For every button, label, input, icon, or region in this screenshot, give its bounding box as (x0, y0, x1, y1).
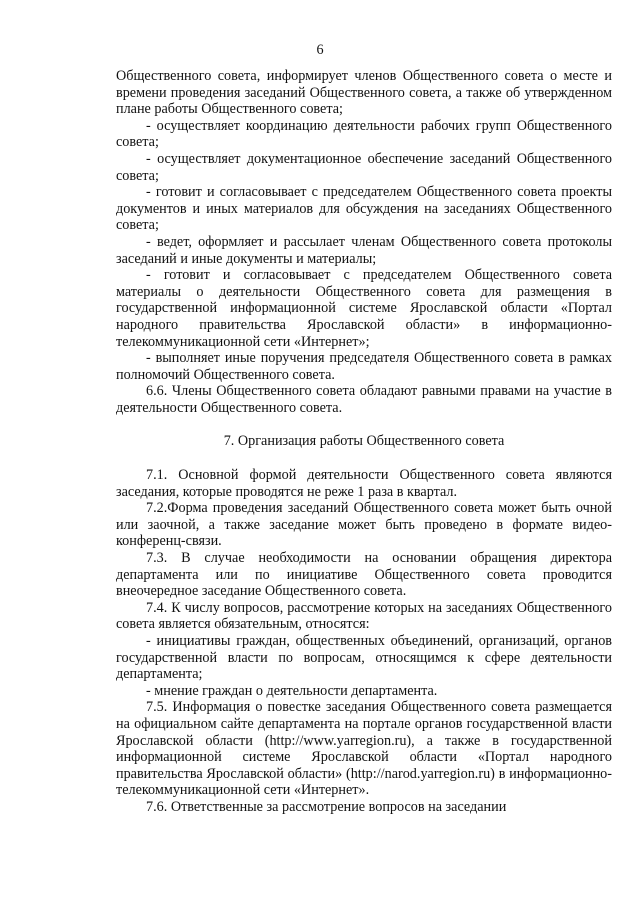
paragraph: Общественного совета, информирует членов Общественного совета о месте и времени проведения заседаний Общественного совета, а также об утвержденном плане работы Общественного совета; (116, 68, 612, 118)
paragraph: 7.5. Информация о повестке заседания Общественного совета размещается на официальном сайте департамента на портале органов государственной власти Ярославской области (http://www.yarregion.ru), а также в государственной информационной системе Ярославской области «Портал народного правительства Ярославской области» (http://narod.yarregion.ru) в информационно-телекоммуникационной сети «Интернет». (116, 699, 612, 799)
page-number: 6 (316, 42, 324, 58)
paragraph: 7.1. Основной формой деятельности Общественного совета являются заседания, которые проводятся не реже 1 раза в квартал. (116, 467, 612, 500)
paragraph: 6.6. Члены Общественного совета обладают равными правами на участие в деятельности Общественного совета. (116, 383, 612, 416)
list-item: - осуществляет документационное обеспечение заседаний Общественного совета; (116, 150, 612, 184)
list-item: - готовит и согласовывает с председателем Общественного совета материалы о деятельности Общественного совета для размещения в государственной информационной системе Ярославской области «Портал народного правительства Ярославской области» в информационно-телекоммуникационной сети «Интернет»; (116, 267, 612, 350)
list-item: - мнение граждан о деятельности департамента. (146, 682, 438, 699)
paragraph: 7.2.Форма проведения заседаний Общественного совета может быть очной или заочной, а также заседание может быть проведено в формате видео-конференц-связи. (116, 500, 612, 550)
list-item: - готовит и согласовывает с председателем Общественного совета проекты документов и иных материалов для обсуждения на заседаниях Общественного совета; (116, 184, 612, 234)
list-item: - ведет, оформляет и рассылает членам Общественного совета протоколы заседаний и иные документы и материалы; (116, 233, 612, 267)
list-item: - выполняет иные поручения председателя Общественного совета в рамках полномочий Общественного совета. (116, 350, 612, 383)
paragraph: 7.4. К числу вопросов, рассмотрение которых на заседаниях Общественного совета является обязательным, относятся: (116, 599, 612, 633)
paragraph: 7.6. Ответственные за рассмотрение вопросов на заседании (146, 798, 507, 815)
document-body (116, 68, 612, 816)
list-item: - осуществляет координацию деятельности рабочих групп Общественного совета; (116, 117, 612, 151)
paragraph: 7.3. В случае необходимости на основании обращения директора департамента или по инициативе Общественного совета проводится внеочередное заседание Общественного совета. (116, 550, 612, 600)
list-item: - инициативы граждан, общественных объединений, организаций, органов государственной власти по вопросам, относящимся к сфере деятельности департамента; (116, 633, 612, 683)
section-heading: 7. Организация работы Общественного совета (223, 433, 505, 450)
